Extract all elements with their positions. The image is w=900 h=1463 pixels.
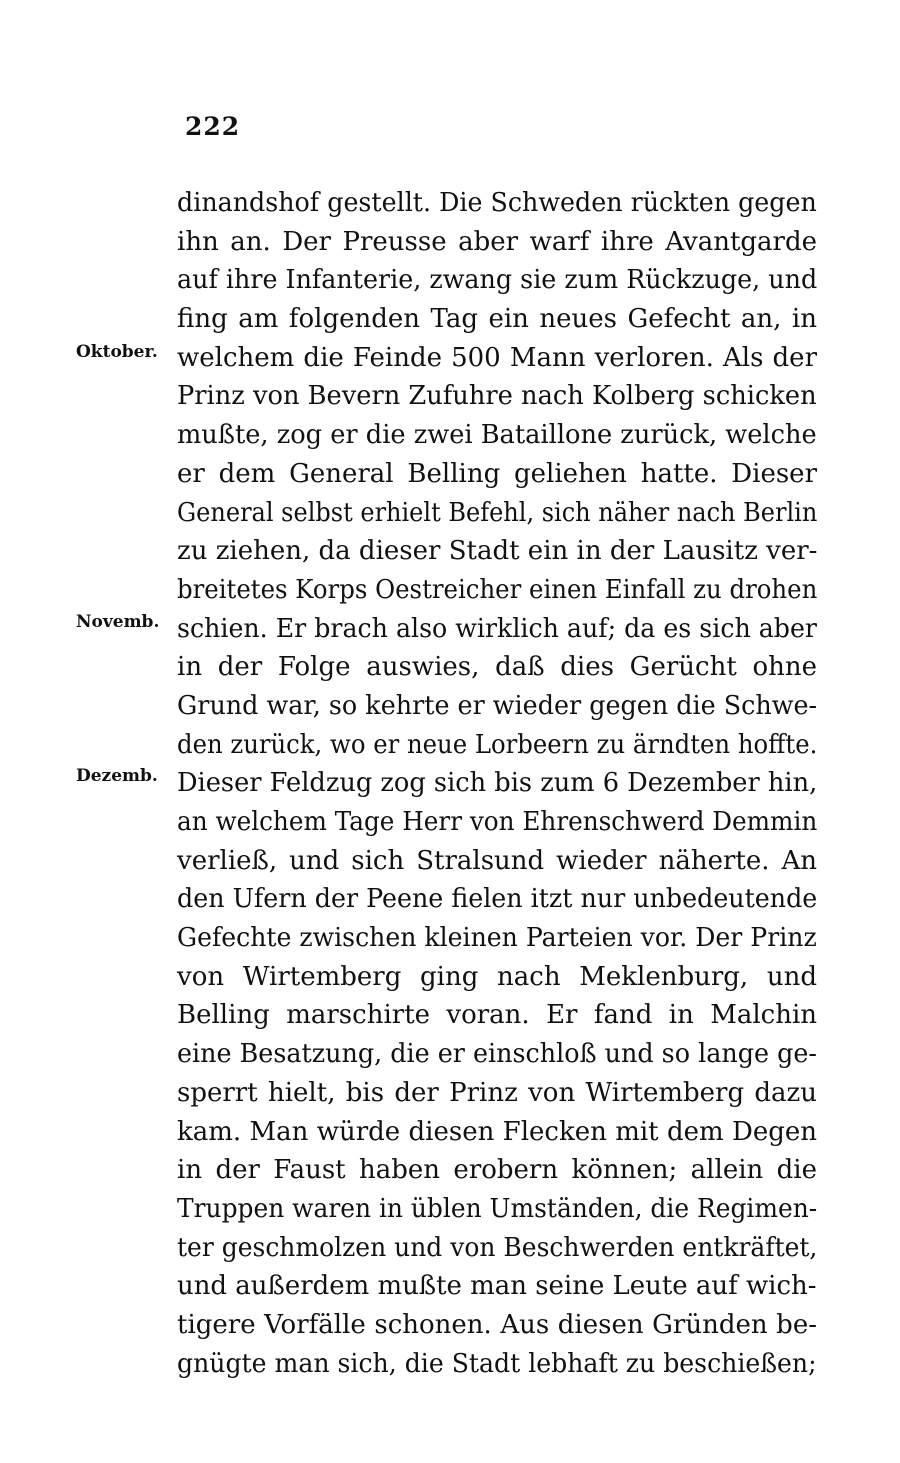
text-line: kam. Man würde diesen Flecken mit dem Degen [177,1116,817,1147]
text-line: breitetes Korps Oestreicher einen Einfall zu drohen [177,574,818,605]
text-line: von Wirtemberg ging nach Meklenburg, und [177,961,817,992]
text-line: welchem die Feinde 500 Mann verloren. Als der [177,342,817,373]
text-line: auf ihre Infanterie, zwang sie zum Rückzuge, und [177,265,818,296]
margin-note-oktober: Oktober. [76,342,158,362]
text-line: er dem General Belling geliehen hatte. Dieser [177,458,817,489]
text-line: dinandshof gestellt. Die Schweden rückten gegen [177,188,817,218]
text-line: Dieser Feldzug zog sich bis zum 6 Dezember hin, [177,768,818,799]
text-line: tigere Vorfälle schonen. Aus diesen Gründen be- [177,1309,817,1340]
text-line: an welchem Tage Herr von Ehrenschwerd Demmin [177,807,818,837]
text-line: verließ, und sich Stralsund wieder näherte. An [177,845,817,876]
text-line: zu ziehen, da dieser Stadt ein in der Lausitz ver- [177,536,818,567]
text-line: Grund war, so kehrte er wieder gegen die Schwe- [177,690,818,721]
body-text [177,184,817,1383]
text-line: schien. Er brach also wirklich auf; da es sich aber [177,613,817,644]
text-line: mußte, zog er die zwei Bataillone zurück, welche [177,420,817,451]
text-line: Prinz von Bevern Zufuhre nach Kolberg schicken [177,381,817,412]
text-line: in der Faust haben erobern können; allein die [177,1155,817,1186]
page-number: 222 [185,112,241,141]
text-line: General selbst erhielt Befehl, sich näher nach Berlin [177,497,818,528]
margin-note-novemb: Novemb. [76,612,160,632]
text-line: den zurück, wo er neue Lorbeern zu ärndten hoffte. [177,729,818,760]
text-line: Truppen waren in üblen Umständen, die Regimen- [177,1193,818,1224]
text-line: und außerdem mußte man seine Leute auf wich- [177,1271,817,1302]
margin-note-dezemb: Dezemb. [76,766,158,786]
text-line: ter geschmolzen und von Beschwerden entkräftet, [177,1232,818,1263]
text-line: ihn an. Der Preusse aber warf ihre Avantgarde [177,226,817,257]
text-line: Gefechte zwischen kleinen Parteien vor. Der Prinz [177,923,817,954]
text-line: gnügte man sich, die Stadt lebhaft zu beschießen; [177,1348,817,1379]
text-line: fing am folgenden Tag ein neues Gefecht an, in [177,304,817,335]
text-line: Belling marschirte voran. Er fand in Malchin [177,1000,817,1031]
text-line: in der Folge auswies, daß dies Gerücht ohne [177,652,817,683]
text-line: den Ufern der Peene fielen itzt nur unbedeutende [177,884,818,915]
text-line: sperrt hielt, bis der Prinz von Wirtemberg dazu [177,1077,817,1108]
text-line: eine Besatzung, die er einschloß und so lange ge- [177,1039,817,1070]
